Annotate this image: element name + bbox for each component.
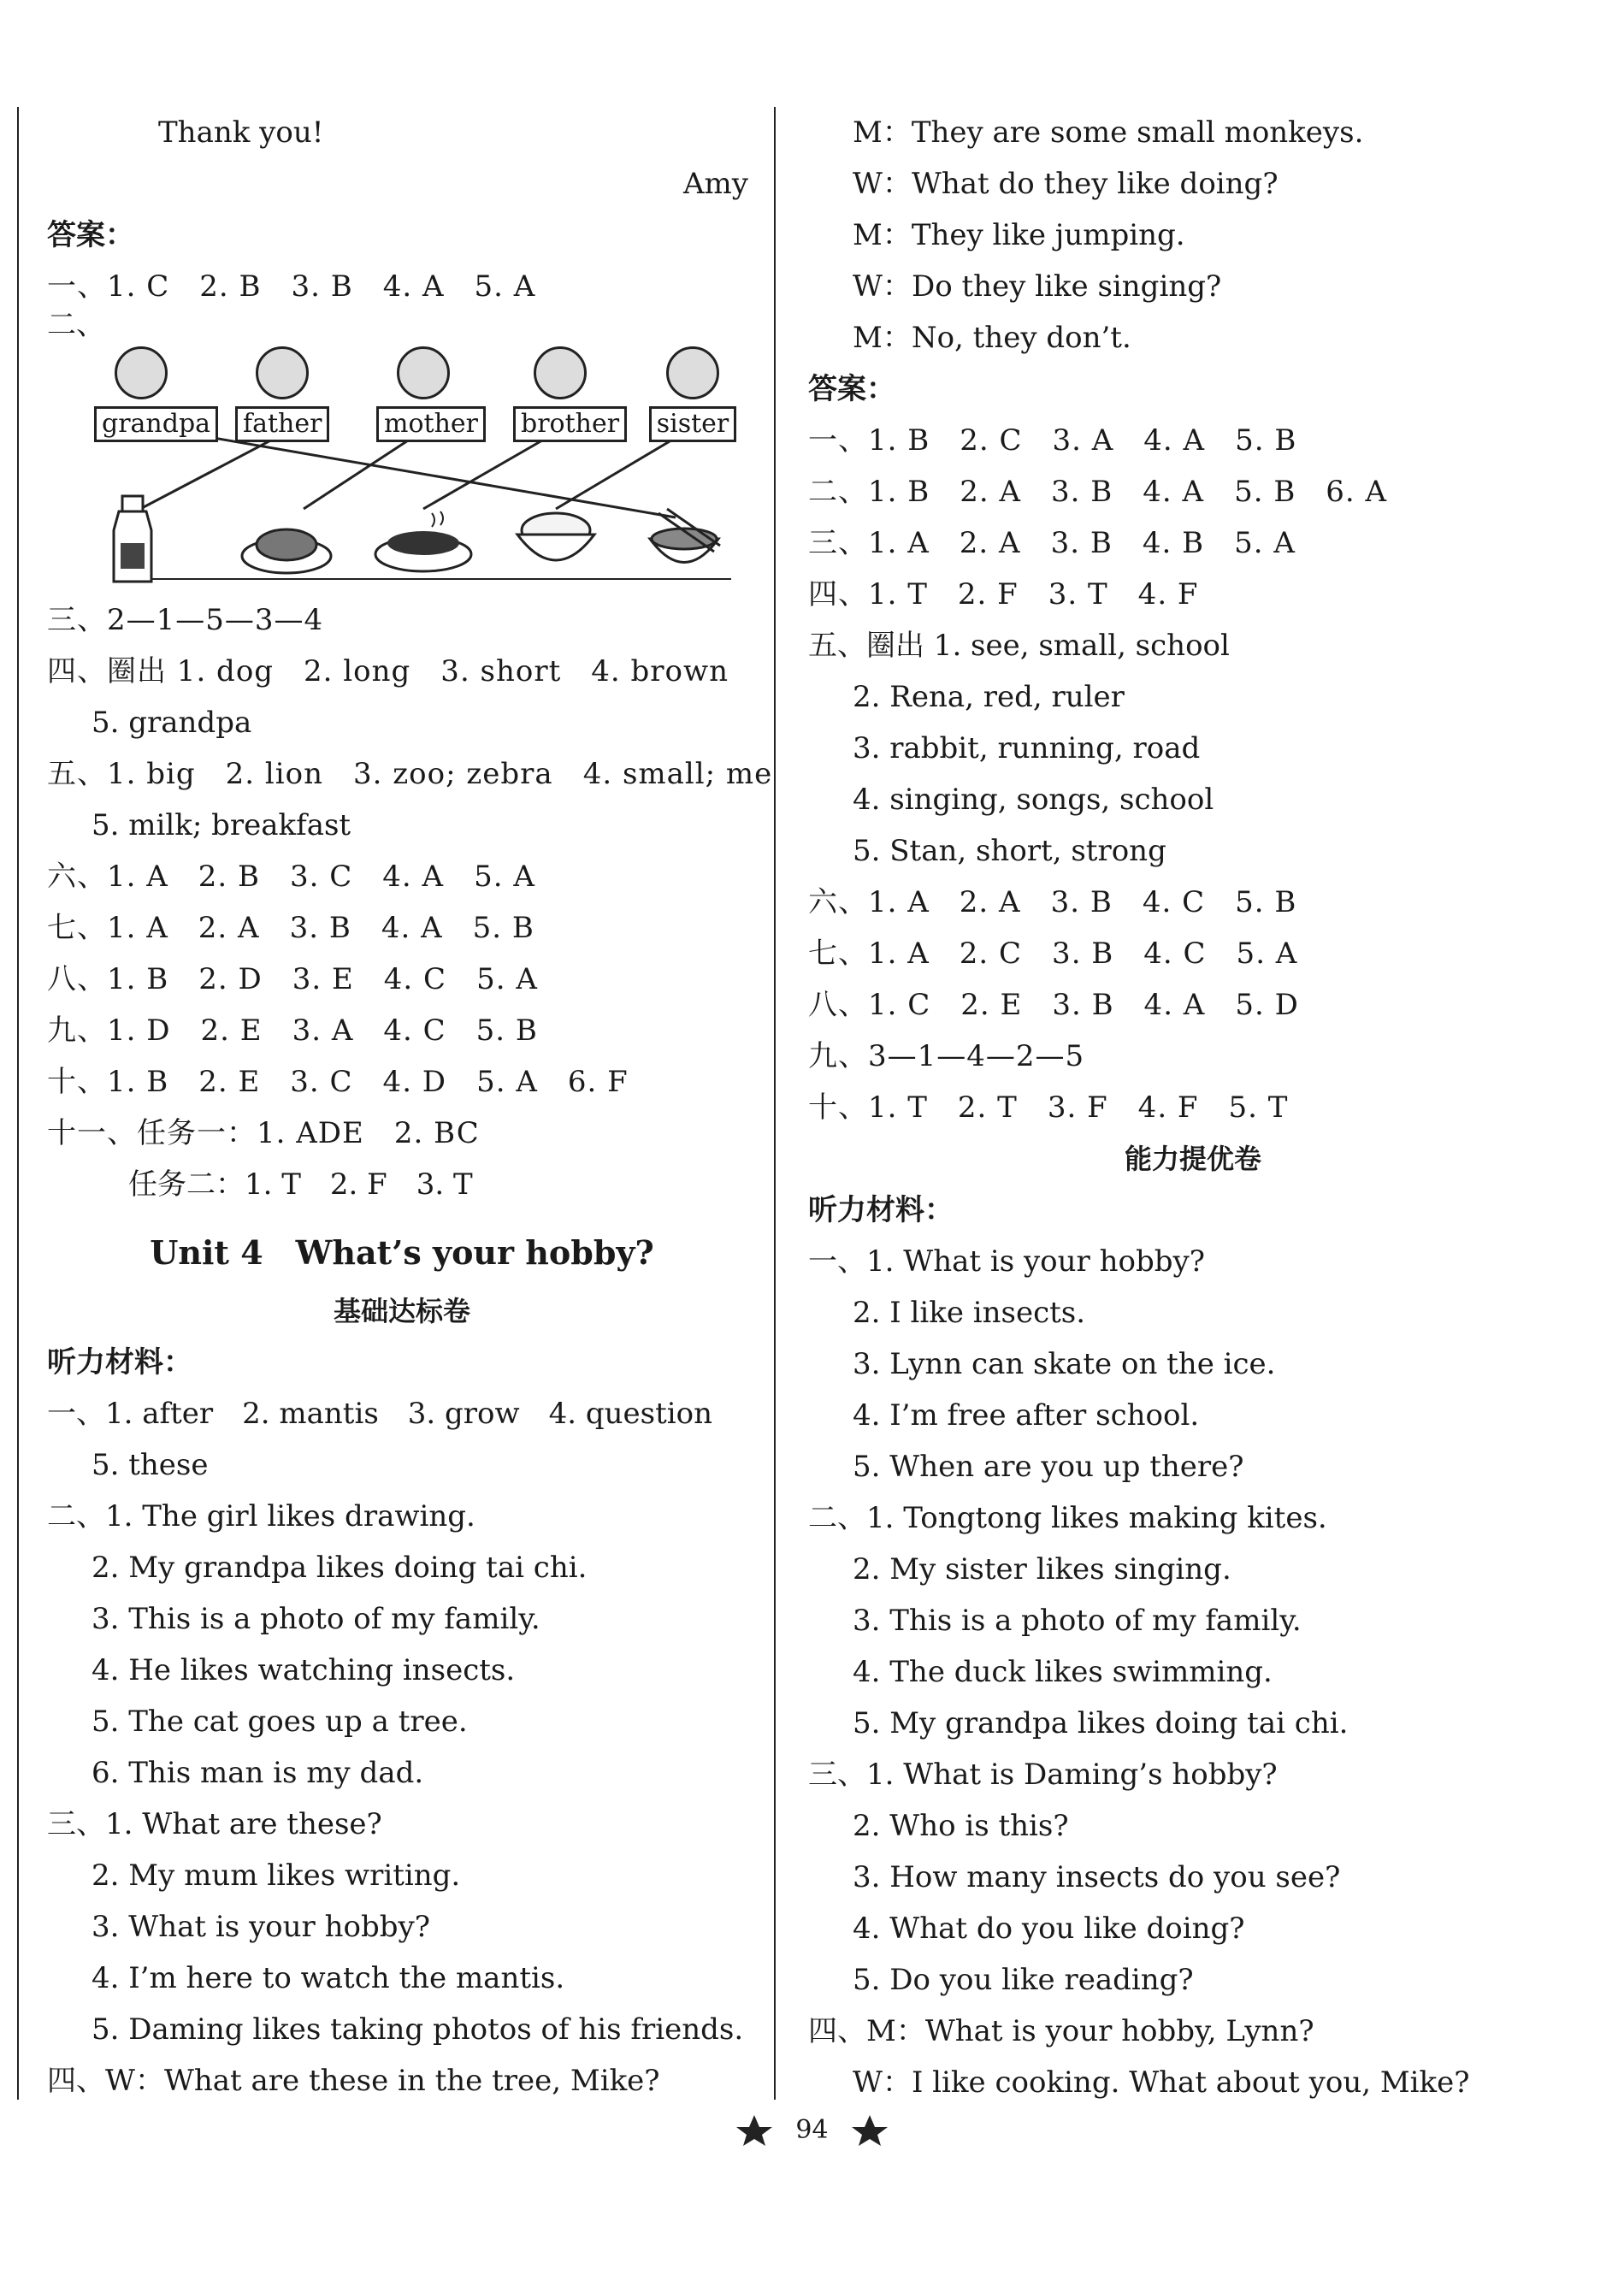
right-answer-5-line: 2. Rena, red, ruler xyxy=(853,680,1125,714)
person-grandpa xyxy=(94,346,211,442)
dialog-line: M：They like jumping. xyxy=(853,218,1185,252)
matching-exercise xyxy=(47,338,757,594)
listening-1-line1: 一、1. after 2. mantis 3. grow 4. question xyxy=(47,1397,712,1431)
right-answer-5-line: 3. rabbit, running, road xyxy=(853,731,1201,765)
right-listening-3-item: 2. Who is this? xyxy=(853,1809,1069,1843)
listening-4-line1: 四、W：What are these in the tree, Mike? xyxy=(47,2064,660,2098)
right-listening-3-item: 3. How many insects do you see? xyxy=(853,1860,1341,1894)
answer-4-line1: 四、圈出 1. dog 2. long 3. short 4. brown xyxy=(47,654,729,688)
right-listening-3-item: 4. What do you like doing? xyxy=(853,1912,1245,1946)
label-mother: mother xyxy=(376,406,486,442)
label-grandpa: grandpa xyxy=(94,406,218,442)
mother-icon xyxy=(397,346,450,399)
brother-icon xyxy=(534,346,587,399)
rice-bowl-icon xyxy=(509,500,603,577)
right-listening-1-item: 2. I like insects. xyxy=(853,1296,1086,1330)
father-icon xyxy=(256,346,309,399)
page-number: 94 xyxy=(795,2114,829,2145)
sister-icon xyxy=(666,346,719,399)
answer-4-line2: 5. grandpa xyxy=(92,706,252,740)
right-listening-1-item: 4. I’m free after school. xyxy=(853,1398,1200,1433)
noodle-bowl-icon xyxy=(641,505,727,577)
right-listening-4-line1: 四、M：What is your hobby, Lynn? xyxy=(808,2014,1314,2048)
right-listening-1-item: 5. When are you up there? xyxy=(853,1450,1244,1484)
listening-2-item: 二、1. The girl likes drawing. xyxy=(47,1499,475,1533)
right-column xyxy=(808,107,1578,2108)
right-answer-4: 四、1. T 2. F 3. T 4. F xyxy=(808,577,1199,612)
person-mother xyxy=(376,346,478,442)
listening-label-left: 听力材料： xyxy=(47,1345,192,1380)
answer-7: 七、1. A 2. A 3. B 4. A 5. B xyxy=(47,911,534,945)
right-answer-10: 十、1. T 2. T 3. F 4. F 5. T xyxy=(808,1090,1289,1125)
dialog-line: W：Do they like singing? xyxy=(853,269,1222,304)
answer-6: 六、1. A 2. B 3. C 4. A 5. A xyxy=(47,860,535,894)
page-footer xyxy=(0,2112,1624,2147)
right-answer-6: 六、1. A 2. A 3. B 4. C 5. B xyxy=(808,885,1297,919)
listening-3-item: 5. Daming likes taking photos of his friends. xyxy=(92,2012,744,2047)
listening-3-item: 4. I’m here to watch the mantis. xyxy=(92,1961,565,1995)
label-sister: sister xyxy=(649,406,737,442)
section-title-basic: 基础达标卷 xyxy=(333,1295,470,1327)
right-answer-2: 二、1. B 2. A 3. B 4. A 5. B 6. A xyxy=(808,475,1388,509)
listening-2-item: 5. The cat goes up a tree. xyxy=(92,1705,468,1739)
letter-signature: Amy xyxy=(682,167,748,201)
answer-11-line2: 任务二：1. T 2. F 3. T xyxy=(128,1167,473,1202)
right-listening-2-item: 二、1. Tongtong likes making kites. xyxy=(808,1501,1327,1535)
star-icon xyxy=(848,2112,891,2147)
listening-2-item: 6. This man is my dad. xyxy=(92,1756,424,1790)
right-listening-1-item: 一、1. What is your hobby? xyxy=(808,1244,1205,1279)
right-answer-5-line: 五、圈出 1. see, small, school xyxy=(808,629,1230,663)
page-edge-line xyxy=(17,107,19,2100)
right-listening-4-line2: W：I like cooking. What about you, Mike? xyxy=(853,2065,1470,2100)
right-answer-5-line: 5. Stan, short, strong xyxy=(853,834,1166,868)
listening-1-line2: 5. these xyxy=(92,1448,209,1482)
answers-label-right: 答案： xyxy=(808,372,895,406)
listening-3-item: 3. What is your hobby? xyxy=(92,1910,430,1944)
letter-signoff: Thank you! xyxy=(158,115,324,150)
section-title-advanced: 能力提优卷 xyxy=(1124,1143,1261,1175)
fish-dish-icon xyxy=(372,505,475,577)
right-listening-2-item: 5. My grandpa likes doing tai chi. xyxy=(853,1706,1349,1740)
right-listening-2-item: 4. The duck likes swimming. xyxy=(853,1655,1273,1689)
right-answer-9: 九、3—1—4—2—5 xyxy=(808,1039,1085,1073)
answers-label: 答案： xyxy=(47,218,134,252)
right-answer-1: 一、1. B 2. C 3. A 4. A 5. B xyxy=(808,423,1297,458)
answer-9: 九、1. D 2. E 3. A 4. C 5. B xyxy=(47,1013,538,1048)
right-answer-7: 七、1. A 2. C 3. B 4. C 5. A xyxy=(808,937,1298,971)
dialog-line: W：What do they like doing? xyxy=(853,167,1279,201)
label-brother: brother xyxy=(513,406,627,442)
answer-1: 一、1. C 2. B 3. B 4. A 5. A xyxy=(47,269,536,304)
answer-5-line1: 五、1. big 2. lion 3. zoo; zebra 4. small; me xyxy=(47,757,773,791)
steak-icon xyxy=(239,509,334,577)
label-father: father xyxy=(235,406,329,442)
right-listening-2-item: 2. My sister likes singing. xyxy=(853,1552,1231,1587)
milk-bottle-icon xyxy=(107,492,158,586)
listening-2-item: 3. This is a photo of my family. xyxy=(92,1602,540,1636)
answer-5-line2: 5. milk; breakfast xyxy=(92,808,351,842)
right-answer-3: 三、1. A 2. A 3. B 4. B 5. A xyxy=(808,526,1296,560)
answer-10: 十、1. B 2. E 3. C 4. D 5. A 6. F xyxy=(47,1065,629,1099)
right-listening-3-item: 三、1. What is Daming’s hobby? xyxy=(808,1758,1278,1792)
listening-label-right: 听力材料： xyxy=(808,1193,954,1227)
grandpa-icon xyxy=(115,346,168,399)
listening-2-item: 4. He likes watching insects. xyxy=(92,1653,516,1687)
right-listening-2-item: 3. This is a photo of my family. xyxy=(853,1604,1302,1638)
person-sister xyxy=(646,346,740,442)
left-column xyxy=(47,107,773,2107)
answer-8: 八、1. B 2. D 3. E 4. C 5. A xyxy=(47,962,538,996)
right-listening-1-item: 3. Lynn can skate on the ice. xyxy=(853,1347,1276,1381)
answer-2-prefix: 二、 xyxy=(47,308,105,342)
listening-3-item: 2. My mum likes writing. xyxy=(92,1858,461,1893)
listening-2-item: 2. My grandpa likes doing tai chi. xyxy=(92,1551,588,1585)
unit-title: Unit 4 What’s your hobby? xyxy=(150,1233,654,1272)
star-icon xyxy=(733,2112,776,2147)
right-listening-3-item: 5. Do you like reading? xyxy=(853,1963,1194,1997)
column-divider xyxy=(774,107,776,2100)
listening-3-item: 三、1. What are these? xyxy=(47,1807,382,1841)
dialog-line: M：No, they don’t. xyxy=(853,321,1131,355)
dialog-line: M：They are some small monkeys. xyxy=(853,115,1364,150)
answer-11-line1: 十一、任务一：1. ADE 2. BC xyxy=(47,1116,480,1150)
person-brother xyxy=(513,346,620,442)
right-answer-5-line: 4. singing, songs, school xyxy=(853,783,1214,817)
answer-3: 三、2—1—5—3—4 xyxy=(47,603,324,637)
right-answer-8: 八、1. C 2. E 3. B 4. A 5. D xyxy=(808,988,1299,1022)
person-father xyxy=(235,346,329,442)
